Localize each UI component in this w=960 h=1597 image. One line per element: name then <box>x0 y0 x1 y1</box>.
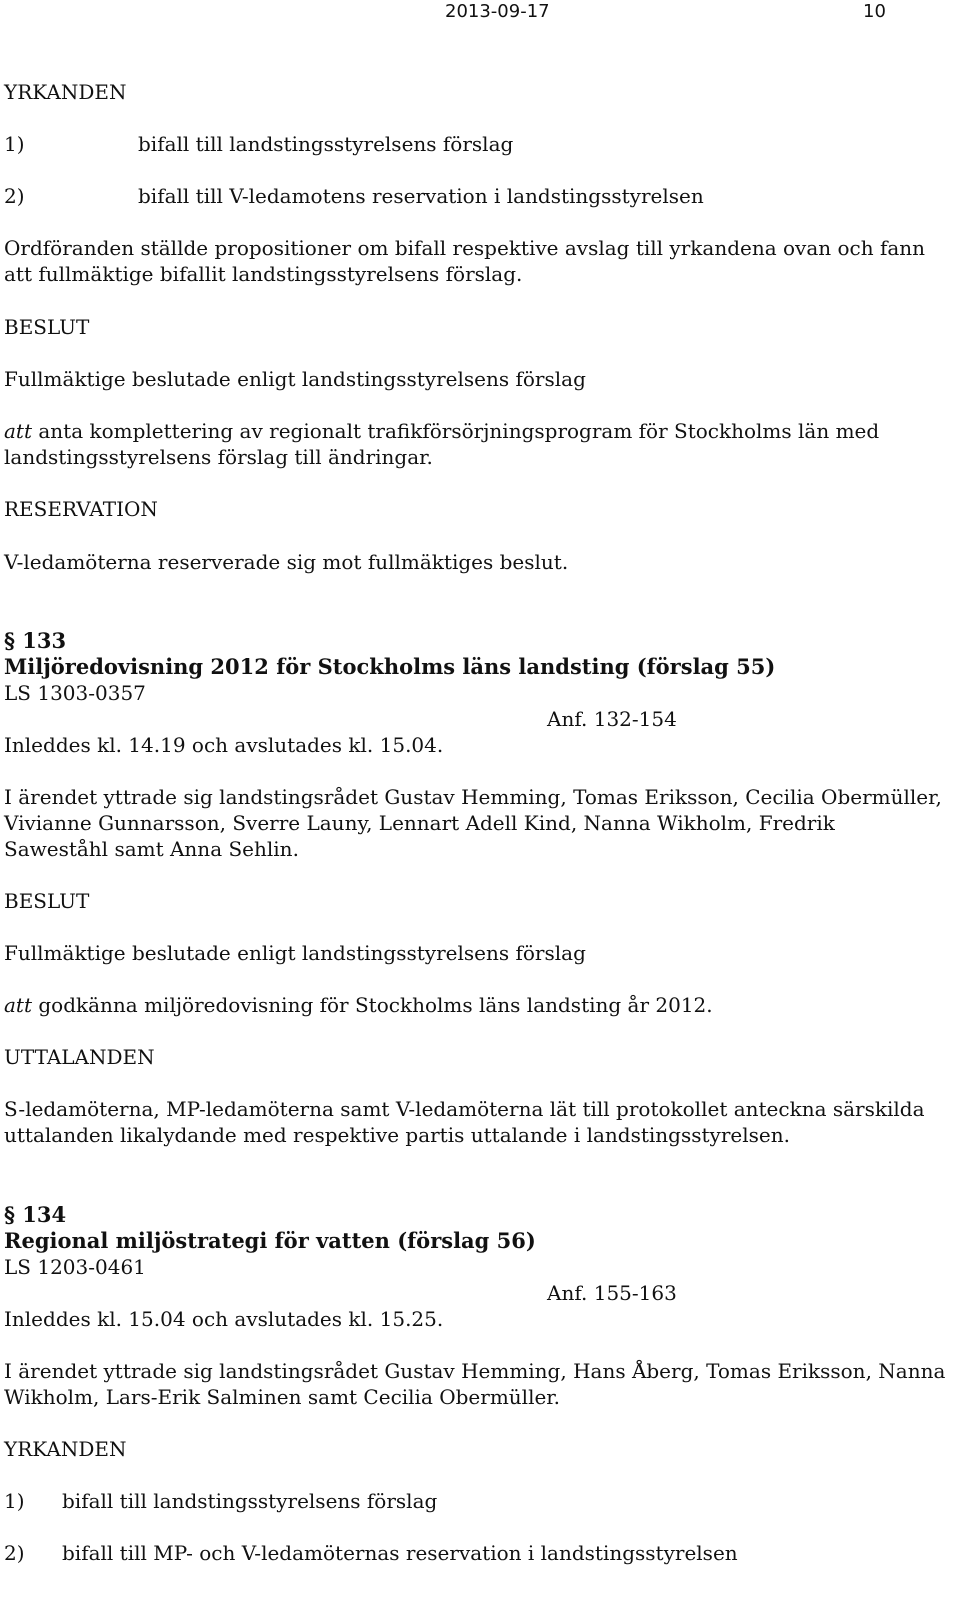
uttalanden-line-1: S-ledamöterna, MP-ledamöterna samt V-ledamöterna lät till protokollet anteckna särskilda <box>4 1097 925 1121</box>
speakers-line-1: I ärendet yttrade sig landstingsrådet Gustav Hemming, Tomas Eriksson, Cecilia Obermüller, <box>4 785 942 809</box>
beslut-intro: Fullmäktige beslutade enligt landstingsstyrelsens förslag <box>4 941 586 965</box>
page-date: 2013-09-17 <box>445 1 550 22</box>
beslut-intro: Fullmäktige beslutade enligt landstingsstyrelsens förslag <box>4 367 586 391</box>
item-text: bifall till V-ledamotens reservation i landstingsstyrelsen <box>138 184 704 208</box>
section-133-time: Inleddes kl. 14.19 och avslutades kl. 15.04. <box>4 733 444 757</box>
att-text: godkänna miljöredovisning för Stockholms läns landsting år 2012. <box>32 993 713 1017</box>
item-number: 1) <box>4 132 25 156</box>
ordforanden-line-1: Ordföranden ställde propositioner om bifall respektive avslag till yrkandena ovan och fann <box>4 236 926 260</box>
section-sign-icon: § <box>4 1202 15 1227</box>
reservation-text: V-ledamöterna reserverade sig mot fullmäktiges beslut. <box>4 550 569 574</box>
yrkande-item-1 <box>4 131 513 157</box>
section-134-title: Regional miljöstrategi för vatten (förslag 56) <box>4 1228 536 1253</box>
beslut-heading: BESLUT <box>4 315 90 339</box>
item-number: 2) <box>4 184 25 208</box>
item-number: 1) <box>4 1489 25 1513</box>
beslut-heading: BESLUT <box>4 889 90 913</box>
yrkanden-heading: YRKANDEN <box>4 1437 127 1461</box>
item-text: bifall till MP- och V-ledamöternas reservation i landstingsstyrelsen <box>62 1541 738 1565</box>
item-text: bifall till landstingsstyrelsens förslag <box>138 132 514 156</box>
uttalanden-line-2: uttalanden likalydande med respektive partis uttalande i landstingsstyrelsen. <box>4 1123 790 1147</box>
section-133-anf: Anf. 132-154 <box>547 707 677 731</box>
page-number: 10 <box>863 1 886 22</box>
att-line-1 <box>4 418 879 444</box>
ordforanden-line-2: att fullmäktige bifallit landstingsstyrelsens förslag. <box>4 262 523 286</box>
section-133-number: § 133 <box>4 628 67 653</box>
att-word: att <box>4 419 32 443</box>
section-134-ls: LS 1203-0461 <box>4 1255 146 1279</box>
att-line <box>4 992 713 1018</box>
yrkande-item-2 <box>4 183 704 209</box>
reservation-heading: RESERVATION <box>4 497 158 521</box>
yrkande-item-1 <box>4 1488 437 1514</box>
uttalanden-heading: UTTALANDEN <box>4 1045 155 1069</box>
speakers-line-2: Vivianne Gunnarsson, Sverre Launy, Lennart Adell Kind, Nanna Wikholm, Fredrik <box>4 811 835 835</box>
att-text: anta komplettering av regionalt trafikförsörjningsprogram för Stockholms län med <box>32 419 880 443</box>
section-133-ls: LS 1303-0357 <box>4 681 146 705</box>
att-word: att <box>4 993 32 1017</box>
speakers-line-1: I ärendet yttrade sig landstingsrådet Gustav Hemming, Hans Åberg, Tomas Eriksson, Nanna <box>4 1359 946 1383</box>
section-134-number: § 134 <box>4 1202 67 1227</box>
item-number: 2) <box>4 1541 25 1565</box>
yrkande-item-2 <box>4 1540 738 1566</box>
section-sign-icon: § <box>4 628 15 653</box>
speakers-line-2: Wikholm, Lars-Erik Salminen samt Cecilia Obermüller. <box>4 1385 561 1409</box>
speakers-line-3: Saweståhl samt Anna Sehlin. <box>4 837 299 861</box>
section-134-time: Inleddes kl. 15.04 och avslutades kl. 15.25. <box>4 1307 444 1331</box>
att-line-2: landstingsstyrelsens förslag till ändringar. <box>4 445 433 469</box>
yrkanden-heading: YRKANDEN <box>4 80 127 104</box>
item-text: bifall till landstingsstyrelsens förslag <box>62 1489 438 1513</box>
section-134-anf: Anf. 155-163 <box>547 1281 677 1305</box>
section-133-title: Miljöredovisning 2012 för Stockholms läns landsting (förslag 55) <box>4 654 776 679</box>
